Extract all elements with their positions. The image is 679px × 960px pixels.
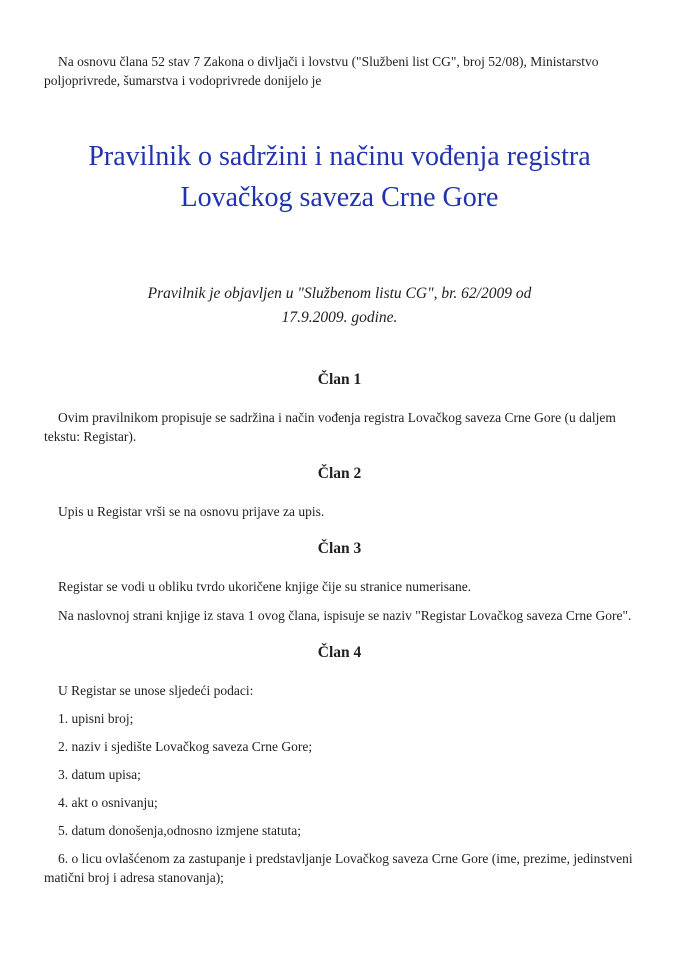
- register-data-list-item-3: 3. datum upisa;: [58, 767, 141, 782]
- publication-note: [44, 282, 635, 330]
- intro-paragraph: Na osnovu člana 52 stav 7 Zakona o divljači i lovstvu ("Službeni list CG", broj 52/08), Ministarstvo poljoprivrede, šumarstva i vodoprivrede donijelo je: [44, 54, 599, 88]
- publication-note-line-2: 17.9.2009. godine.: [281, 309, 398, 326]
- document-title: [44, 136, 635, 218]
- document-title-line-2: Lovačkog saveza Crne Gore: [180, 182, 499, 213]
- register-data-list-item-6: 6. o licu ovlašćenom za zastupanje i predstavljanje Lovačkog saveza Crne Gore (ime, prezime, jedinstveni matični broj i adresa stanovanja);: [44, 851, 633, 885]
- article-1-heading: Član 1: [317, 371, 362, 388]
- register-data-list-item-2: 2. naziv i sjedište Lovačkog saveza Crne Gore;: [58, 739, 313, 754]
- article-3-heading: Član 3: [317, 540, 362, 557]
- article-4-lead-paragraph: U Registar se unose sljedeći podaci:: [58, 683, 254, 698]
- article-2-paragraph: Upis u Registar vrši se na osnovu prijave za upis.: [58, 504, 325, 519]
- article-2-heading: Član 2: [317, 465, 362, 482]
- publication-note-line-1: Pravilnik je objavljen u "Službenom listu CG", br. 62/2009 od: [147, 285, 532, 302]
- register-data-list-item-4: 4. akt o osnivanju;: [58, 795, 158, 810]
- article-4-heading: Član 4: [317, 644, 362, 661]
- register-data-list-item-1: 1. upisni broj;: [58, 711, 134, 726]
- document-title-line-1: Pravilnik o sadržini i načinu vođenja registra: [88, 141, 591, 172]
- article-1-paragraph: Ovim pravilnikom propisuje se sadržina i način vođenja registra Lovačkog saveza Crne Gore (u daljem tekstu: Registar).: [44, 410, 616, 444]
- register-data-list-item-5: 5. datum donošenja,odnosno izmjene statuta;: [58, 823, 301, 838]
- article-3-paragraph-2: Na naslovnoj strani knjige iz stava 1 ovog člana, ispisuje se naziv "Registar Lovačkog saveza Crne Gore".: [58, 608, 632, 623]
- article-3-paragraph-1: Registar se vodi u obliku tvrdo ukoričene knjige čije su stranice numerisane.: [58, 579, 472, 594]
